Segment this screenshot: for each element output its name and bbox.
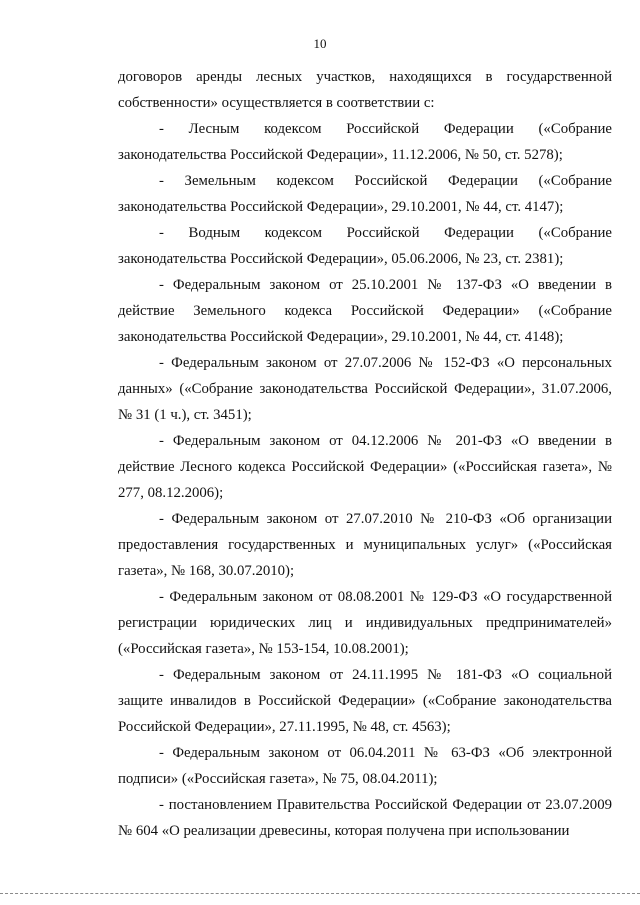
paragraph-resolution-604: - постановлением Правительства Российской Федерации от 23.07.2009 № 604 «О реализации древесины, которая получена при использовании [118,797,612,839]
paragraph-law-152fz: - Федеральным законом от 27.07.2006 № 152-ФЗ «О персональных данных» («Собрание законодательства Российской Федерации», 31.07.2006, № 31 (1 ч.), ст. 3451); [118,355,612,423]
paragraph-law-137fz: - Федеральным законом от 25.10.2001 № 137-ФЗ «О введении в действие Земельного кодекса Российской Федерации» («Собрание законодательства Российской Федерации», 29.10.2001, № 44, ст. 4148); [118,277,612,345]
paragraph-law-201fz: - Федеральным законом от 04.12.2006 № 201-ФЗ «О введении в действие Лесного кодекса Российской Федерации» («Российская газета», № 277, 08.12.2006); [118,433,612,501]
paragraph-law-210fz: - Федеральным законом от 27.07.2010 № 210-ФЗ «Об организации предоставления государственных и муниципальных услуг» («Российская газета», № 168, 30.07.2010); [118,511,612,579]
paragraph-water-code: - Водным кодексом Российской Федерации («Собрание законодательства Российской Федерации», 05.06.2006, № 23, ст. 2381); [118,225,612,267]
paragraph-intro: договоров аренды лесных участков, находящихся в государственной собственности» осуществляется в соответствии с: [118,69,612,111]
paragraph-land-code: - Земельным кодексом Российской Федерации («Собрание законодательства Российской Федерации», 29.10.2001, № 44, ст. 4147); [118,173,612,215]
paragraph-law-129fz: - Федеральным законом от 08.08.2001 № 129-ФЗ «О государственной регистрации юридических лиц и индивидуальных предпринимателей» («Российская газета», № 153-154, 10.08.2001); [118,589,612,657]
paragraph-law-63fz: - Федеральным законом от 06.04.2011 № 63-ФЗ «Об электронной подписи» («Российская газета», № 75, 08.04.2011); [118,745,612,787]
page-number: 10 [313,36,327,51]
paragraph-forest-code: - Лесным кодексом Российской Федерации («Собрание законодательства Российской Федерации», 11.12.2006, № 50, ст. 5278); [118,121,612,163]
document-body [118,64,612,844]
paragraph-law-181fz: - Федеральным законом от 24.11.1995 № 181-ФЗ «О социальной защите инвалидов в Российской Федерации» («Собрание законодательства Российской Федерации», 27.11.1995, № 48, ст. 4563); [118,667,612,735]
page-bottom-divider [0,893,640,894]
